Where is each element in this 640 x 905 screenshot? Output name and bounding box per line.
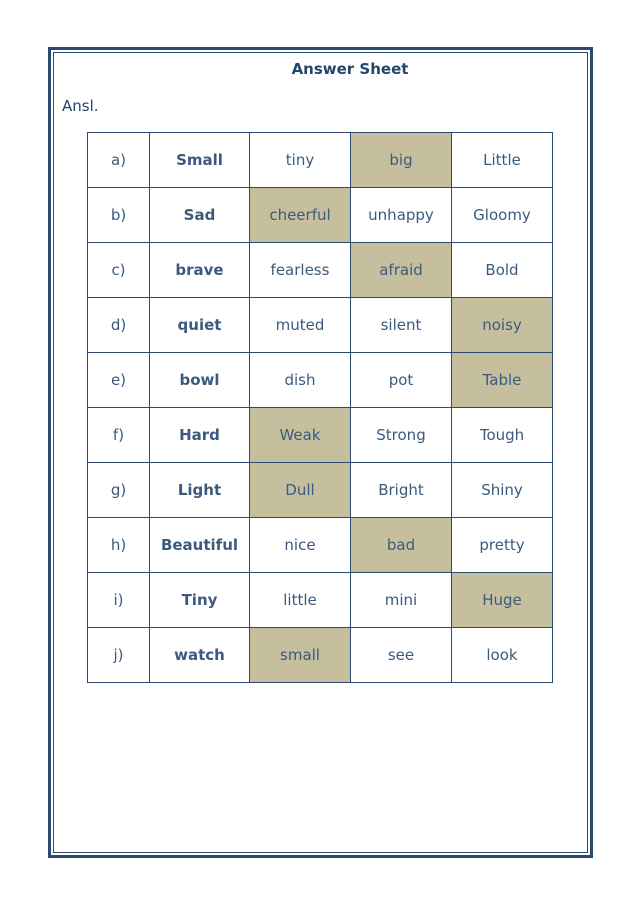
option-cell: Little (452, 133, 553, 188)
option-cell: see (351, 628, 452, 683)
option-cell-answer: bad (351, 518, 452, 573)
row-label: b) (88, 188, 150, 243)
table-row (88, 408, 553, 463)
row-word: Light (150, 463, 250, 518)
table-row (88, 463, 553, 518)
option-cell: pretty (452, 518, 553, 573)
option-cell: Bright (351, 463, 452, 518)
option-cell: Gloomy (452, 188, 553, 243)
row-word: Beautiful (150, 518, 250, 573)
row-label: g) (88, 463, 150, 518)
option-cell: Bold (452, 243, 553, 298)
option-cell: Shiny (452, 463, 553, 518)
option-cell: pot (351, 353, 452, 408)
table-row (88, 518, 553, 573)
option-cell-answer: afraid (351, 243, 452, 298)
option-cell-answer: cheerful (250, 188, 351, 243)
row-label: h) (88, 518, 150, 573)
option-cell: unhappy (351, 188, 452, 243)
option-cell: muted (250, 298, 351, 353)
row-label: j) (88, 628, 150, 683)
table-row (88, 243, 553, 298)
option-cell: Strong (351, 408, 452, 463)
row-word: brave (150, 243, 250, 298)
row-word: watch (150, 628, 250, 683)
table-row (88, 188, 553, 243)
row-label: i) (88, 573, 150, 628)
row-label: d) (88, 298, 150, 353)
row-word: Hard (150, 408, 250, 463)
table-row (88, 628, 553, 683)
option-cell: Tough (452, 408, 553, 463)
option-cell-answer: small (250, 628, 351, 683)
answer-table (87, 132, 553, 683)
table-row (88, 573, 553, 628)
option-cell-answer: Weak (250, 408, 351, 463)
option-cell-answer: big (351, 133, 452, 188)
option-cell-answer: noisy (452, 298, 553, 353)
option-cell: dish (250, 353, 351, 408)
option-cell-answer: Huge (452, 573, 553, 628)
option-cell: little (250, 573, 351, 628)
page-title: Answer Sheet (291, 60, 409, 78)
row-word: Tiny (150, 573, 250, 628)
option-cell: silent (351, 298, 452, 353)
answer-prefix: Ansl. (62, 97, 99, 115)
row-label: e) (88, 353, 150, 408)
row-label: c) (88, 243, 150, 298)
table-row (88, 353, 553, 408)
row-word: Sad (150, 188, 250, 243)
row-label: a) (88, 133, 150, 188)
option-cell: look (452, 628, 553, 683)
option-cell-answer: Table (452, 353, 553, 408)
row-word: quiet (150, 298, 250, 353)
table-row (88, 298, 553, 353)
option-cell: mini (351, 573, 452, 628)
table-row (88, 133, 553, 188)
option-cell: nice (250, 518, 351, 573)
row-label: f) (88, 408, 150, 463)
row-word: bowl (150, 353, 250, 408)
option-cell: fearless (250, 243, 351, 298)
option-cell: tiny (250, 133, 351, 188)
row-word: Small (150, 133, 250, 188)
option-cell-answer: Dull (250, 463, 351, 518)
